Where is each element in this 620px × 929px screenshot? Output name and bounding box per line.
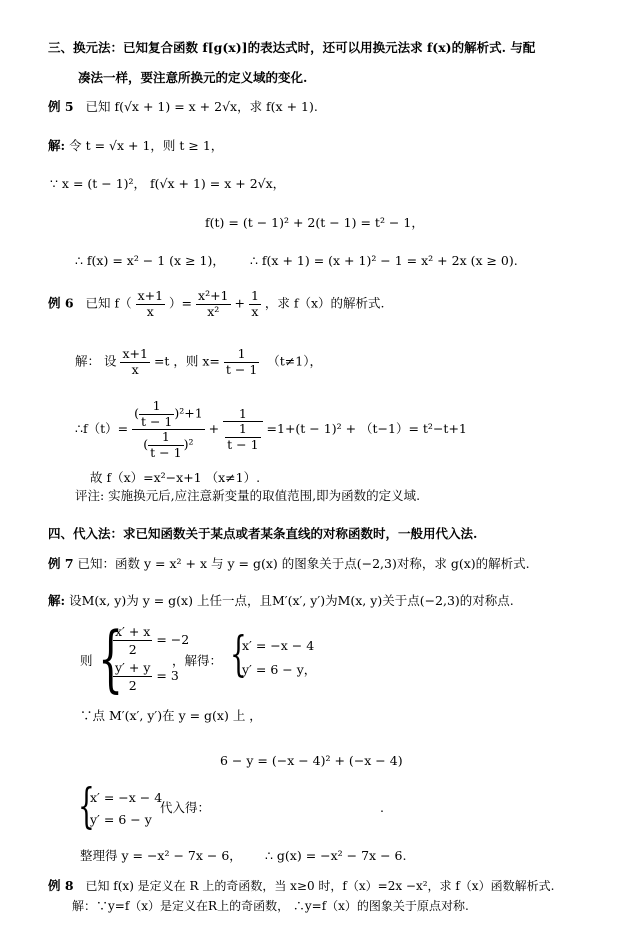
problem-text: 已知 f(x) 是定义在 R 上的奇函数，当 x≥0 时，f（x）=2x −x²，求 f（x）函数解析式. (85, 879, 555, 893)
text: + (234, 295, 245, 311)
solution-label: 解: (48, 138, 66, 153)
example7-problem (48, 558, 530, 571)
fraction: $\frac{1}{t - 1}$ (225, 346, 258, 377)
example7-final-b: ∴ g(x) = −x² − 7x − 6. (265, 848, 407, 863)
text: + (208, 421, 220, 436)
text: =1+(t − 1)² + （t−1）= t²−t+1 (266, 421, 467, 436)
example7-solution1 (48, 595, 514, 608)
section3-line1: 三、换元法：已知复合函数 f[g(x)]的表达式时，还可以用换元法求 f(x)的解析式. 与配 (48, 40, 536, 55)
fraction: $\frac{x+1}{x}$ (122, 346, 148, 377)
compound-fraction: $\frac{1}{\frac{1}{t - 1}}$ (223, 408, 262, 452)
example5-solution4a: ∴ f(x) = x² − 1 (x ≥ 1)， (75, 253, 225, 268)
fraction: $\frac{1}{x}$ (250, 288, 259, 319)
example-label: 例 5 (48, 99, 74, 114)
compound-fraction: ( $\frac{1}{t - 1}$ )²+1 ( $\frac{1}{t - 1}$ )² (134, 398, 203, 460)
example6-ft (75, 400, 467, 459)
ze-label: 则 (80, 653, 93, 668)
text: 解： 设 (75, 353, 117, 369)
example5-solution1 (48, 140, 223, 153)
left-brace-icon: { (230, 626, 247, 682)
fraction: $\frac{x+1}{x}$ (137, 288, 164, 319)
example-label: 例 8 (48, 878, 74, 893)
text: （t≠1）， (267, 353, 322, 369)
problem-text: 已知：函数 y = x² + x 与 y = g(x) 的图象关于点(−2,3)对称，求 g(x)的解析式. (77, 556, 530, 571)
solution-text: 令 t = √x + 1，则 t ≥ 1， (69, 138, 224, 153)
text: =t ，则 x= (153, 353, 220, 369)
section4-title: 四、代入法：求已知函数关于某点或者某条直线的对称函数时，一般用代入法. (48, 526, 478, 541)
example7-final-a: 整理得 y = −x² − 7x − 6， (80, 848, 242, 863)
example-label: 例 7 (48, 556, 74, 571)
jiede-label: ，解得： (172, 653, 223, 668)
solution-text: 设M(x, y)为 y = g(x) 上任一点，且M′(x′, y′)为M(x, y)关于点(−2,3)的对称点. (69, 593, 514, 608)
fraction: $\frac{\text{x²+1}}{\text{x²}}$ (198, 288, 229, 319)
text: ∴f（t）= (75, 421, 129, 436)
example6-problem (48, 290, 385, 318)
example7-substituted-equation: 6 − y = (−x − 4)² + (−x − 4) (220, 753, 403, 768)
substitution-system: x′ = −x − 4 y′ = 6 − y (90, 790, 163, 827)
text: 已知 f（ (85, 295, 132, 311)
period: . (380, 800, 384, 815)
text: ，求 f（x）的解析式. (264, 295, 385, 311)
example7-point-on-graph: ∵点 M′(x′, y′)在 y = g(x) 上 ， (80, 708, 262, 723)
solution-label: 解: (48, 593, 66, 608)
example5-problem (48, 101, 318, 114)
example6-substitution (75, 348, 322, 376)
result-system: x′ = −x − 4 y′ = 6 − y， (242, 638, 317, 677)
example5-solution2: ∵ x = (t − 1)²， f(√x + 1) = x + 2√x， (50, 176, 286, 191)
example6-note: 评注: 实施换元后,应注意新变量的取值范围,即为函数的定义域. (75, 488, 421, 503)
section3-line2: 凑法一样，要注意所换元的定义域的变化. (78, 70, 308, 85)
left-brace-icon: { (98, 616, 124, 700)
example5-solution3: f(t) = (t − 1)² + 2(t − 1) = t² − 1， (205, 215, 424, 230)
example5-solution4b: ∴ f(x + 1) = (x + 1)² − 1 = x² + 2x (x ≥ 0). (250, 253, 518, 268)
left-brace-icon: { (78, 778, 95, 834)
example8-problem (48, 880, 554, 893)
example6-conclusion: 故 f（x）=x²−x+1 （x≠1）. (90, 470, 261, 485)
example8-solution: 解：∵y=f（x）是定义在R上的奇函数， ∴y=f（x）的图象关于原点对称. (72, 899, 469, 913)
example-label: 例 6 (48, 295, 74, 311)
text: ）= (169, 295, 193, 311)
substitute-label: 代入得： (160, 800, 211, 815)
equation-system: $\frac{x' + x}{2}$ = −2 $\frac{y' + y}{2}$ = 3 (115, 624, 190, 693)
problem-text: 已知 f(√x + 1) = x + 2√x，求 f(x + 1). (85, 99, 318, 114)
